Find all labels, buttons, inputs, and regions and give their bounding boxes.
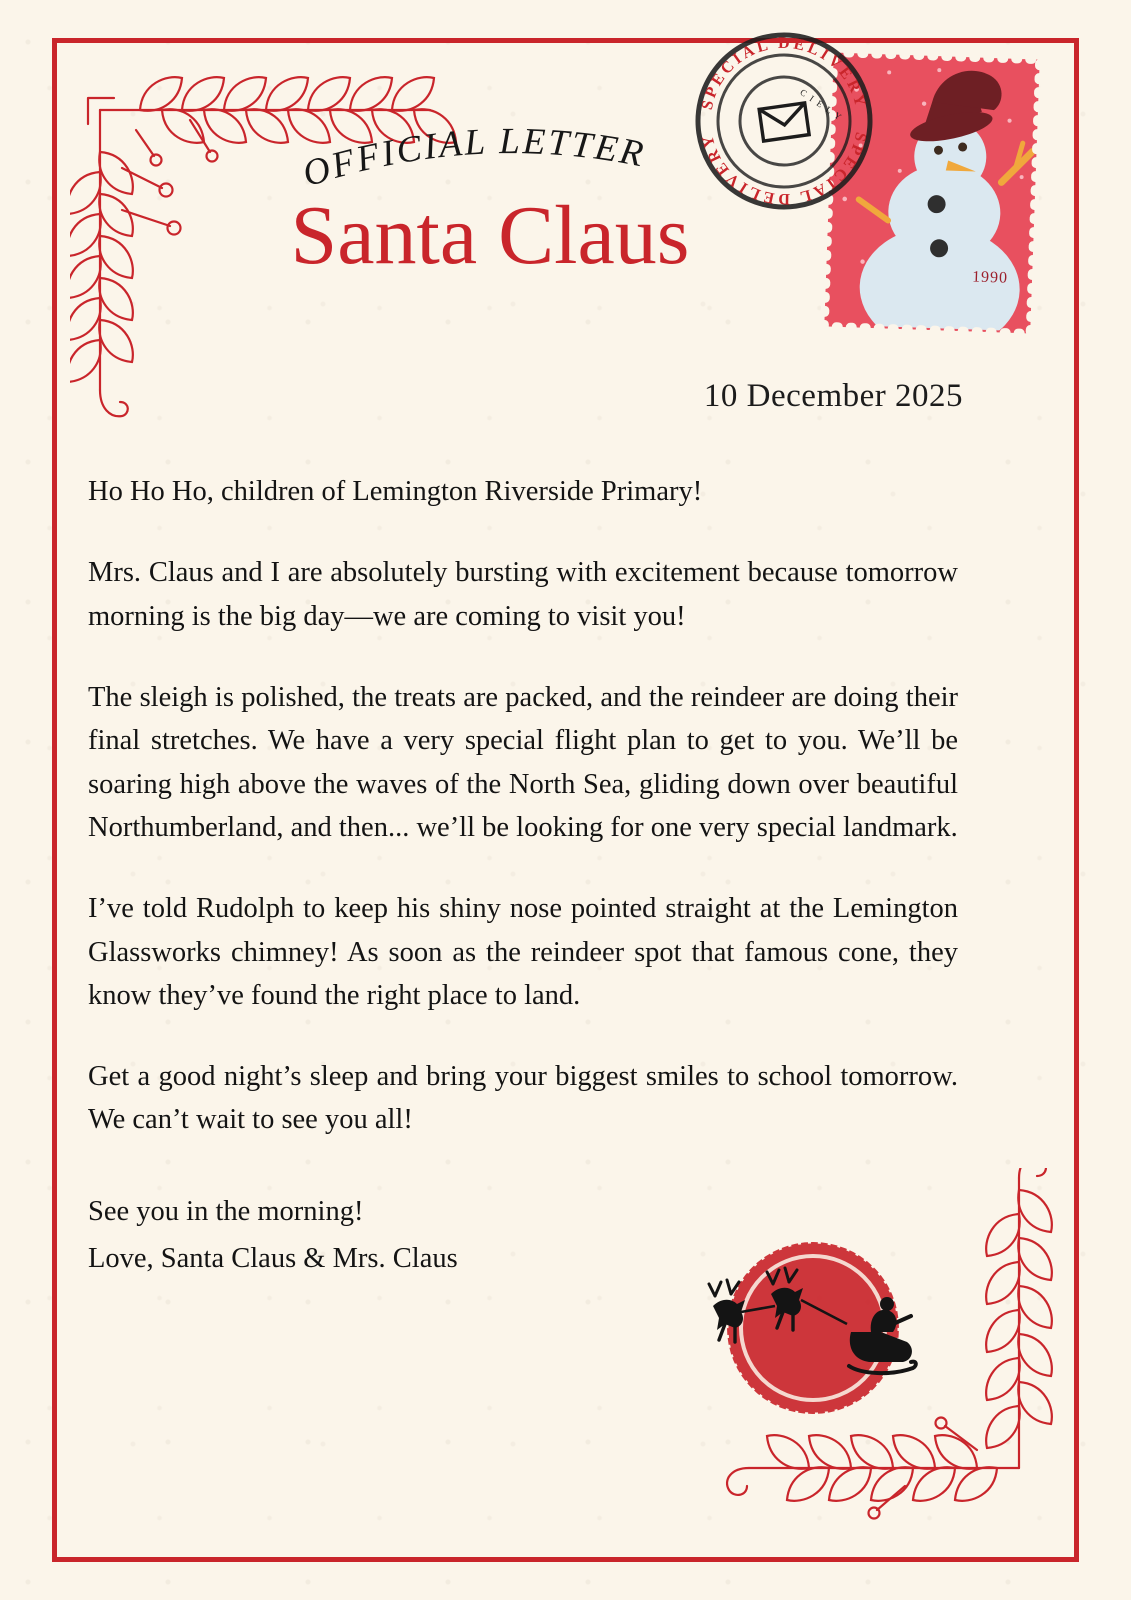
postmark-bottom-text: SPECIAL DELIVERY [698, 130, 870, 208]
svg-text:OFFICIAL LETTER [298, 121, 649, 195]
postmark-top-text: SPECIAL DELIVERY [698, 34, 870, 112]
letter-paragraph-greeting: Ho Ho Ho, children of Lemington Riverside Primary! [88, 476, 703, 507]
special-delivery-postmark [677, 14, 892, 229]
letter-paragraph-4: Get a good night’s sleep and bring your biggest smiles to school tomorrow. We can’t wait to see you all! [88, 1061, 958, 1136]
postmark-center-label: C I E L Y [798, 86, 845, 123]
signoff-line-2: Love, Santa Claus & Mrs. Claus [88, 1243, 458, 1275]
letter-date: 10 December 2025 [703, 378, 963, 414]
stamp-year-label: 1990 [971, 268, 1009, 287]
page-title: Santa Claus [290, 189, 690, 282]
santa-sleigh-reindeer-seal [701, 1220, 931, 1420]
letter-body [88, 470, 958, 1284]
letter-heading [250, 120, 730, 282]
letter-paragraph-1: Mrs. Claus and I are absolutely bursting with excitement because tomorrow morning is the big day—we are coming to visit you! [88, 557, 958, 632]
letter-paragraph-2: The sleigh is polished, the treats are packed, and the reindeer are doing their final stretches. We have a very special flight plan to get to you. We’ll be soaring high above the waves of the North Sea, gliding down over beautiful Northumberland, and then... we’ll be looking for one very special landmark. [88, 681, 958, 843]
page-eyebrow [280, 120, 700, 200]
signoff-line-1: See you in the morning! [88, 1195, 364, 1227]
envelope-icon [759, 103, 809, 141]
eyebrow-text: OFFICIAL LETTER [297, 121, 649, 196]
letter-paragraph-3: I’ve told Rudolph to keep his shiny nose pointed straight at the Lemington Glassworks chimney! As soon as the reindeer spot that famous cone, they know they’ve found the right place to land. [88, 893, 958, 1011]
